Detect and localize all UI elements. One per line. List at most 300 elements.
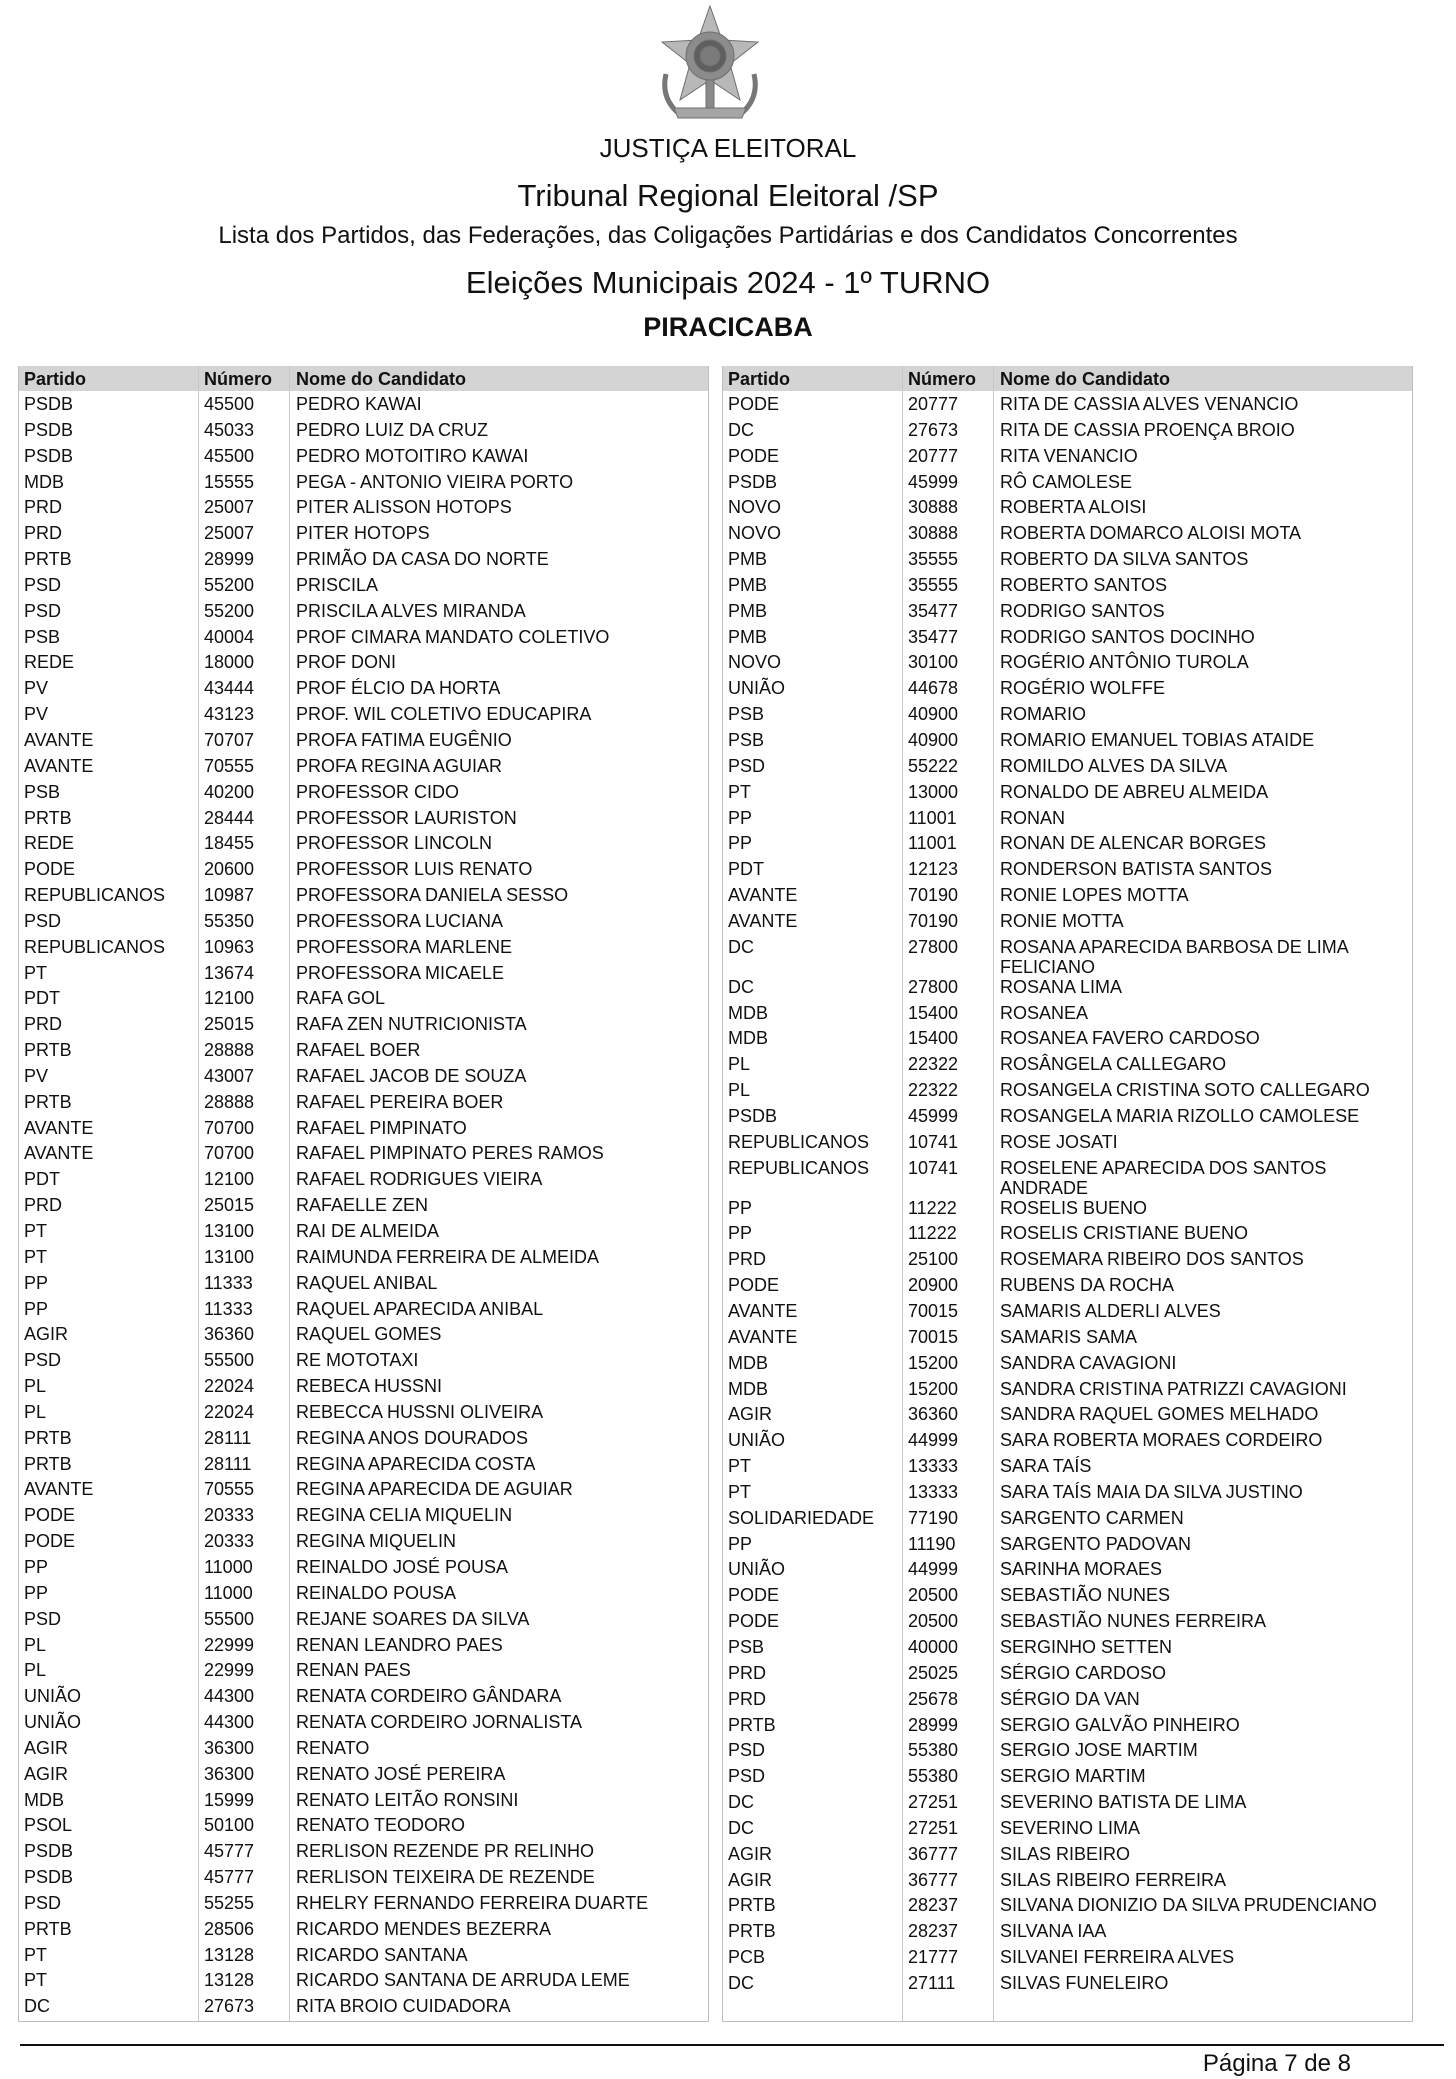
table-row xyxy=(19,1373,708,1399)
candidate-name-cell: PITER ALISSON HOTOPS xyxy=(296,497,512,518)
party-cell: DC xyxy=(728,1817,754,1838)
party-cell: PSD xyxy=(24,910,62,931)
candidate-name-cell: SANDRA CAVAGIONI xyxy=(1000,1352,1177,1373)
party-cell: PP xyxy=(728,1197,753,1218)
number-cell: 70700 xyxy=(204,1143,255,1164)
table-row xyxy=(723,1918,1412,1944)
party-cell: REPUBLICANOS xyxy=(728,1131,870,1152)
number-cell: 44300 xyxy=(204,1712,255,1733)
table-row xyxy=(19,856,708,882)
party-cell: PMB xyxy=(728,626,768,647)
candidate-name-cell: PROFA FATIMA EUGÊNIO xyxy=(296,729,512,750)
number-cell: 70707 xyxy=(204,729,255,750)
party-cell: AVANTE xyxy=(24,1143,94,1164)
number-cell: 25678 xyxy=(908,1688,959,1709)
candidate-name-cell: SILAS RIBEIRO FERREIRA xyxy=(1000,1869,1227,1890)
candidate-name-cell: RAFAEL BOER xyxy=(296,1040,421,1061)
candidate-name-cell: RENATA CORDEIRO JORNALISTA xyxy=(296,1712,583,1733)
party-cell: REDE xyxy=(24,652,75,673)
candidate-name-cell: ROSE JOSATI xyxy=(1000,1131,1118,1152)
number-cell: 22024 xyxy=(204,1401,255,1422)
candidate-name-cell: RENATA CORDEIRO GÂNDARA xyxy=(296,1686,562,1707)
party-cell: PRTB xyxy=(24,1091,72,1112)
candidate-name-cell: RONALDO DE ABREU ALMEIDA xyxy=(1000,781,1269,802)
candidate-name-cell: PEDRO KAWAI xyxy=(296,394,422,414)
candidate-name-cell: PITER HOTOPS xyxy=(296,523,430,544)
table-row xyxy=(723,546,1412,572)
party-cell: PSDB xyxy=(728,471,778,492)
table-row xyxy=(19,830,708,856)
candidate-name-cell: RITA BROIO CUIDADORA xyxy=(296,1996,511,2017)
footer-rule xyxy=(20,2044,1444,2046)
candidate-name-cell: SARGENTO CARMEN xyxy=(1000,1507,1184,1528)
number-cell: 27251 xyxy=(908,1792,959,1813)
table-row xyxy=(723,1195,1412,1221)
number-cell: 10963 xyxy=(204,936,255,957)
table-row xyxy=(723,675,1412,701)
number-cell: 36300 xyxy=(204,1763,255,1784)
party-cell: MDB xyxy=(728,1002,768,1023)
party-cell: PMB xyxy=(728,549,768,570)
table-row xyxy=(723,1867,1412,1893)
table-row xyxy=(19,520,708,546)
candidate-name-cell: SILVANA DIONIZIO DA SILVA PRUDENCIANO xyxy=(1000,1895,1377,1916)
number-cell: 28111 xyxy=(204,1453,252,1474)
number-cell: 13333 xyxy=(908,1456,959,1477)
table-row xyxy=(723,1815,1412,1841)
table-row xyxy=(19,934,708,960)
party-cell: PSDB xyxy=(728,1105,778,1126)
table-row xyxy=(19,1967,708,1993)
candidate-name-cell: PRISCILA ALVES MIRANDA xyxy=(296,600,526,621)
candidate-name-cell: PROF ÉLCIO DA HORTA xyxy=(296,678,501,699)
party-cell: UNIÃO xyxy=(24,1686,82,1707)
table-row xyxy=(19,960,708,986)
candidate-name-cell: RAFA GOL xyxy=(296,988,386,1009)
party-cell: PL xyxy=(24,1660,47,1681)
candidate-name-cell: ROSANA LIMA xyxy=(1000,976,1123,997)
candidate-name-cell: SILVAS FUNELEIRO xyxy=(1000,1972,1169,1993)
number-cell: 28237 xyxy=(908,1895,959,1916)
candidate-name-cell: ROSANGELA CRISTINA SOTO CALLEGARO xyxy=(1000,1080,1370,1101)
table-row xyxy=(723,1582,1412,1608)
party-cell: MDB xyxy=(728,1352,768,1373)
table-row xyxy=(19,701,708,727)
candidate-name-cell: REBECCA HUSSNI OLIVEIRA xyxy=(296,1401,544,1422)
table-row xyxy=(19,649,708,675)
table-row xyxy=(723,1505,1412,1531)
party-cell: PL xyxy=(24,1634,47,1655)
number-cell: 15999 xyxy=(204,1789,255,1810)
table-row xyxy=(19,1425,708,1451)
candidate-name-cell: REGINA MIQUELIN xyxy=(296,1531,457,1552)
candidate-name-cell: ROMARIO EMANUEL TOBIAS ATAIDE xyxy=(1000,729,1315,750)
party-cell: AVANTE xyxy=(728,910,798,931)
table-row xyxy=(723,908,1412,934)
number-cell: 45999 xyxy=(908,1105,959,1126)
table-row xyxy=(19,598,708,624)
table-row xyxy=(723,469,1412,495)
page-number: Página 7 de 8 xyxy=(1202,2050,1351,2077)
number-cell: 55222 xyxy=(908,755,959,776)
table-row xyxy=(19,1451,708,1477)
candidate-name-cell: ROSÂNGELA CALLEGARO xyxy=(1000,1054,1227,1075)
table-row xyxy=(723,649,1412,675)
table-row xyxy=(19,443,708,469)
number-cell: 27111 xyxy=(908,1972,956,1993)
candidate-name-cell: REINALDO JOSÉ POUSA xyxy=(296,1556,509,1577)
candidate-name-cell: SEBASTIÃO NUNES xyxy=(1000,1585,1171,1606)
column-header-party: Partido xyxy=(24,369,87,389)
number-cell: 11000 xyxy=(204,1582,253,1603)
candidate-name-cell: RENAN PAES xyxy=(296,1660,411,1681)
number-cell: 70190 xyxy=(908,910,959,931)
candidate-name-cell: PROFESSORA DANIELA SESSO xyxy=(296,885,569,906)
table-row xyxy=(19,675,708,701)
candidate-name-cell: REGINA CELIA MIQUELIN xyxy=(296,1505,513,1526)
candidate-name-cell: RICARDO SANTANA xyxy=(296,1944,468,1965)
candidate-name-cell: PROFESSOR CIDO xyxy=(296,781,460,802)
table-row xyxy=(723,727,1412,753)
candidate-name-cell: SARGENTO PADOVAN xyxy=(1000,1533,1192,1554)
number-cell: 40900 xyxy=(908,729,959,750)
table-row xyxy=(19,753,708,779)
table-row xyxy=(723,753,1412,779)
party-cell: PSDB xyxy=(24,1841,74,1862)
number-cell: 25025 xyxy=(908,1662,959,1683)
table-row xyxy=(723,830,1412,856)
number-cell: 35555 xyxy=(908,549,959,570)
table-row xyxy=(19,1476,708,1502)
candidate-name-cell: ROSELIS CRISTIANE BUENO xyxy=(1000,1223,1249,1244)
number-cell: 43007 xyxy=(204,1065,255,1086)
candidate-name-cell: RERLISON REZENDE PR RELINHO xyxy=(296,1841,595,1862)
candidate-name-cell: SERGIO JOSE MARTIM xyxy=(1000,1740,1198,1761)
table-row xyxy=(19,1270,708,1296)
table-row xyxy=(723,856,1412,882)
number-cell: 40900 xyxy=(908,704,959,725)
candidate-name-cell: SAMARIS SAMA xyxy=(1000,1326,1138,1347)
table-row xyxy=(19,1166,708,1192)
table-row xyxy=(19,1218,708,1244)
table-row xyxy=(723,443,1412,469)
table-row xyxy=(723,1129,1412,1155)
table-row xyxy=(19,1942,708,1968)
candidate-name-cell: REJANE SOARES DA SILVA xyxy=(296,1608,530,1629)
party-cell: PSB xyxy=(24,626,61,647)
party-cell: PP xyxy=(728,1223,753,1244)
number-cell: 70555 xyxy=(204,755,255,776)
table-row xyxy=(19,1709,708,1735)
candidate-name-cell: PROF CIMARA MANDATO COLETIVO xyxy=(296,626,610,647)
candidate-name-cell: RAFAEL JACOB DE SOUZA xyxy=(296,1065,527,1086)
table-row xyxy=(19,882,708,908)
column-divider xyxy=(993,366,994,2021)
column-divider xyxy=(198,366,199,2021)
candidate-name-cell: PROF DONI xyxy=(296,652,397,673)
party-cell: PDT xyxy=(24,1169,60,1190)
candidate-name-cell: PEGA - ANTONIO VIEIRA PORTO xyxy=(296,471,574,492)
candidate-name-cell: SILVANA IAA xyxy=(1000,1921,1107,1942)
table-row xyxy=(19,1864,708,1890)
number-cell: 45999 xyxy=(908,471,959,492)
candidate-name-cell: RAQUEL GOMES xyxy=(296,1324,442,1345)
table-row xyxy=(723,1892,1412,1918)
table-row xyxy=(19,1192,708,1218)
candidates-table-right xyxy=(722,366,1413,2022)
party-cell: PRTB xyxy=(728,1921,776,1942)
table-row xyxy=(19,1321,708,1347)
number-cell: 11190 xyxy=(908,1533,956,1554)
party-cell: PSD xyxy=(24,1350,62,1371)
table-row xyxy=(19,805,708,831)
candidate-name-cell: RERLISON TEIXEIRA DE REZENDE xyxy=(296,1867,595,1888)
candidate-name-cell: RAFA ZEN NUTRICIONISTA xyxy=(296,1014,527,1035)
election-title: Eleições Municipais 2024 - 1º TURNO xyxy=(465,265,991,300)
candidate-name-cell: SILVANEI FERREIRA ALVES xyxy=(1000,1947,1235,1968)
number-cell: 25100 xyxy=(908,1249,959,1270)
party-cell: PP xyxy=(728,807,753,828)
party-cell: PRTB xyxy=(24,1918,72,1939)
number-cell: 27673 xyxy=(204,1996,255,2017)
table-row xyxy=(723,1556,1412,1582)
party-cell: PT xyxy=(24,1246,48,1267)
table-row xyxy=(19,469,708,495)
party-cell: PSD xyxy=(728,755,766,776)
party-cell: PT xyxy=(728,1456,752,1477)
number-cell: 25015 xyxy=(204,1195,255,1216)
candidate-name-cell: SARA TAÍS xyxy=(1000,1456,1092,1477)
candidate-name-cell: RONDERSON BATISTA SANTOS xyxy=(1000,859,1273,880)
table-row xyxy=(723,1103,1412,1129)
candidate-name-cell: SEVERINO BATISTA DE LIMA xyxy=(1000,1792,1247,1813)
party-cell: PODE xyxy=(728,1275,780,1296)
party-cell: MDB xyxy=(728,1028,768,1049)
candidate-name-cell: REGINA ANOS DOURADOS xyxy=(296,1427,529,1448)
table-row xyxy=(723,598,1412,624)
table-row xyxy=(723,1051,1412,1077)
table-row xyxy=(723,779,1412,805)
number-cell: 15555 xyxy=(204,471,255,492)
number-cell: 40004 xyxy=(204,626,255,647)
number-cell: 11001 xyxy=(908,833,957,854)
table-row xyxy=(19,1683,708,1709)
number-cell: 36360 xyxy=(204,1324,255,1345)
number-cell: 22322 xyxy=(908,1080,959,1101)
number-cell: 25007 xyxy=(204,523,255,544)
column-header-name: Nome do Candidato xyxy=(296,369,466,389)
table-row xyxy=(19,1632,708,1658)
table-row xyxy=(19,546,708,572)
candidate-name-cell: RENATO JOSÉ PEREIRA xyxy=(296,1763,506,1784)
column-header-party: Partido xyxy=(728,369,791,389)
number-cell: 10741 xyxy=(908,1131,959,1152)
number-cell: 28999 xyxy=(908,1714,959,1735)
party-cell: PRTB xyxy=(24,1453,72,1474)
candidate-name-cell: ROBERTA ALOISI xyxy=(1000,497,1147,518)
candidate-name-cell: ROSANA APARECIDA BARBOSA DE LIMA FELICIANO xyxy=(1000,936,1348,977)
number-cell: 43123 xyxy=(204,704,255,725)
table-row xyxy=(723,974,1412,1000)
party-cell: DC xyxy=(728,1972,754,1993)
candidate-name-cell: ROSANGELA MARIA RIZOLLO CAMOLESE xyxy=(1000,1105,1360,1126)
party-cell: PSDB xyxy=(24,419,74,440)
candidate-name-cell: SERGIO MARTIM xyxy=(1000,1766,1146,1787)
table-row xyxy=(723,1350,1412,1376)
party-cell: PL xyxy=(728,1054,751,1075)
candidate-name-cell: RODRIGO SANTOS DOCINHO xyxy=(1000,626,1255,647)
party-cell: DC xyxy=(728,936,754,957)
candidate-name-cell: PROF. WIL COLETIVO EDUCAPIRA xyxy=(296,704,592,725)
party-cell: AGIR xyxy=(24,1737,69,1758)
candidate-name-cell: RONIE MOTTA xyxy=(1000,910,1124,931)
party-cell: NOVO xyxy=(728,523,782,544)
party-cell: PDT xyxy=(24,988,60,1009)
table-row xyxy=(723,520,1412,546)
number-cell: 21777 xyxy=(908,1947,959,1968)
party-cell: UNIÃO xyxy=(728,1559,786,1580)
party-cell: PSD xyxy=(728,1766,766,1787)
number-cell: 36777 xyxy=(908,1869,959,1890)
number-cell: 15200 xyxy=(908,1378,959,1399)
number-cell: 50100 xyxy=(204,1815,255,1836)
party-cell: PRD xyxy=(24,1014,63,1035)
party-cell: PODE xyxy=(728,445,780,466)
party-cell: PRTB xyxy=(24,1427,72,1448)
table-row xyxy=(723,494,1412,520)
party-cell: PT xyxy=(24,962,48,983)
party-cell: AVANTE xyxy=(24,1117,94,1138)
number-cell: 27673 xyxy=(908,419,959,440)
number-cell: 28111 xyxy=(204,1427,252,1448)
party-cell: REPUBLICANOS xyxy=(728,1157,870,1178)
candidate-name-cell: REBECA HUSSNI xyxy=(296,1376,443,1397)
candidate-name-cell: RAQUEL APARECIDA ANIBAL xyxy=(296,1298,544,1319)
number-cell: 22322 xyxy=(908,1054,959,1075)
number-cell: 40200 xyxy=(204,781,255,802)
number-cell: 35477 xyxy=(908,600,959,621)
party-cell: SOLIDARIEDADE xyxy=(728,1507,875,1528)
number-cell: 18455 xyxy=(204,833,255,854)
table-row xyxy=(723,572,1412,598)
number-cell: 11222 xyxy=(908,1197,957,1218)
candidate-name-cell: SÉRGIO CARDOSO xyxy=(1000,1662,1167,1683)
number-cell: 55350 xyxy=(204,910,255,931)
candidate-name-cell: RE MOTOTAXI xyxy=(296,1350,419,1371)
table-row xyxy=(723,882,1412,908)
number-cell: 45033 xyxy=(204,419,255,440)
number-cell: 12100 xyxy=(204,988,255,1009)
table-row xyxy=(19,1787,708,1813)
candidate-name-cell: PROFESSORA MARLENE xyxy=(296,936,513,957)
table-row xyxy=(723,1025,1412,1051)
candidate-name-cell: RAFAEL PIMPINATO xyxy=(296,1117,467,1138)
candidate-name-cell: RAFAEL PIMPINATO PERES RAMOS xyxy=(296,1143,604,1164)
table-row xyxy=(723,1944,1412,1970)
table-row xyxy=(19,908,708,934)
number-cell: 13128 xyxy=(204,1944,255,1965)
number-cell: 55200 xyxy=(204,600,255,621)
party-cell: PL xyxy=(24,1376,47,1397)
number-cell: 28888 xyxy=(204,1040,255,1061)
candidate-name-cell: SAMARIS ALDERLI ALVES xyxy=(1000,1301,1221,1321)
table-row xyxy=(723,1841,1412,1867)
candidate-name-cell: RAFAEL RODRIGUES VIEIRA xyxy=(296,1169,543,1190)
party-cell: PP xyxy=(24,1298,49,1319)
party-cell: AVANTE xyxy=(728,1326,798,1347)
candidate-name-cell: SEBASTIÃO NUNES FERREIRA xyxy=(1000,1611,1267,1632)
number-cell: 44999 xyxy=(908,1430,959,1451)
party-cell: PODE xyxy=(728,1611,780,1632)
table-row xyxy=(19,1063,708,1089)
candidate-name-cell: RAIMUNDA FERREIRA DE ALMEIDA xyxy=(296,1246,600,1267)
candidate-name-cell: PRISCILA xyxy=(296,574,379,595)
party-cell: PRD xyxy=(728,1249,767,1270)
table-row xyxy=(723,1737,1412,1763)
candidate-name-cell: RAFAELLE ZEN xyxy=(296,1195,429,1216)
candidate-name-cell: SILAS RIBEIRO xyxy=(1000,1843,1131,1864)
candidate-name-cell: SARINHA MORAES xyxy=(1000,1559,1163,1580)
party-cell: PODE xyxy=(728,1585,780,1606)
party-cell: DC xyxy=(728,976,754,997)
number-cell: 20500 xyxy=(908,1611,959,1632)
table-row xyxy=(723,391,1412,417)
number-cell: 20333 xyxy=(204,1531,255,1552)
number-cell: 18000 xyxy=(204,652,255,673)
number-cell: 30888 xyxy=(908,523,959,544)
column-divider xyxy=(289,366,290,2021)
number-cell: 28506 xyxy=(204,1918,255,1939)
candidate-name-cell: PEDRO LUIZ DA CRUZ xyxy=(296,419,489,440)
party-cell: PCB xyxy=(728,1947,766,1968)
party-cell: PODE xyxy=(24,859,76,880)
table-row xyxy=(723,1712,1412,1738)
document-subtitle: Lista dos Partidos, das Federações, das Coligações Partidárias e dos Candidatos Concorrentes xyxy=(218,222,1238,249)
table-row xyxy=(19,779,708,805)
candidate-name-cell: REGINA APARECIDA DE AGUIAR xyxy=(296,1479,573,1500)
candidate-name-cell: ROGÉRIO WOLFFE xyxy=(1000,678,1166,699)
table-row xyxy=(19,1606,708,1632)
number-cell: 12123 xyxy=(908,859,959,880)
table-row xyxy=(19,1244,708,1270)
candidate-name-cell: ROBERTO DA SILVA SANTOS xyxy=(1000,549,1249,570)
number-cell: 20777 xyxy=(908,445,959,466)
table-row xyxy=(723,1686,1412,1712)
number-cell: 55200 xyxy=(204,574,255,595)
table-row xyxy=(19,1528,708,1554)
number-cell: 28237 xyxy=(908,1921,959,1942)
candidate-name-cell: SARA ROBERTA MORAES CORDEIRO xyxy=(1000,1430,1323,1451)
candidate-name-cell: RICARDO SANTANA DE ARRUDA LEME xyxy=(296,1970,630,1991)
candidate-name-cell: ROBERTO SANTOS xyxy=(1000,574,1168,595)
table-row xyxy=(723,1608,1412,1634)
party-cell: MDB xyxy=(24,471,64,492)
party-cell: DC xyxy=(728,1792,754,1813)
table-row xyxy=(19,1890,708,1916)
table-row xyxy=(19,494,708,520)
party-cell: PRTB xyxy=(728,1895,776,1916)
table-row xyxy=(723,1970,1412,1996)
table-row xyxy=(19,1993,708,2019)
party-cell: NOVO xyxy=(728,652,782,673)
table-row xyxy=(19,1115,708,1141)
party-cell: PSB xyxy=(728,1636,765,1657)
candidate-name-cell: RICARDO MENDES BEZERRA xyxy=(296,1918,552,1939)
number-cell: 13674 xyxy=(204,962,255,983)
party-cell: AGIR xyxy=(728,1843,773,1864)
candidate-name-cell: SERGIO GALVÃO PINHEIRO xyxy=(1000,1714,1240,1735)
number-cell: 15400 xyxy=(908,1002,959,1023)
